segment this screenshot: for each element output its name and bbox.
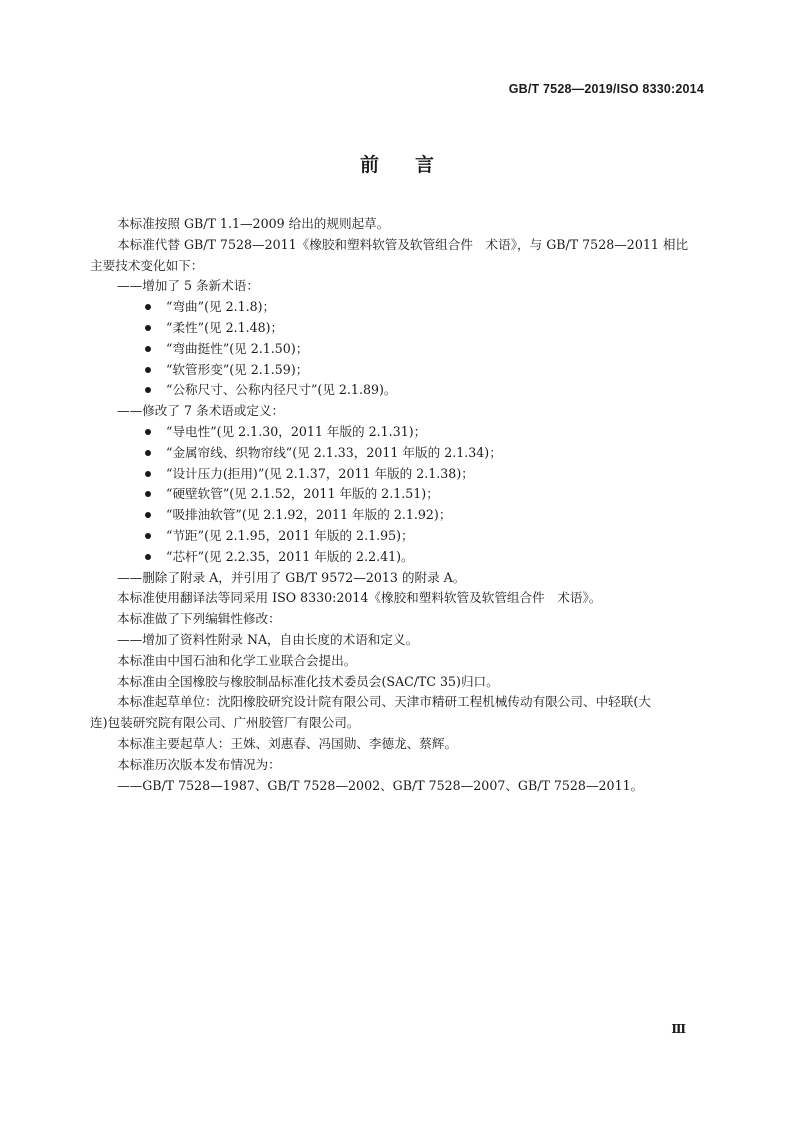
history-item: ——GB/T 7528—1987、GB/T 7528—2002、GB/T 7528—2007、GB/T 7528—2011。 (117, 777, 644, 793)
paragraph-drafting-rule: 本标准按照 GB/T 1.1—2009 给出的规则起草。 (117, 216, 390, 231)
paragraph-drafting-units-line2: 连)包装研究院有限公司、广州胶管厂有限公司。 (90, 715, 360, 731)
deleted-annex-item: ——删除了附录 A，并引用了 GB/T 9572—2013 的附录 A。 (117, 569, 466, 585)
editorial-item: ——增加了资料性附录 NA，自由长度的术语和定义。 (117, 631, 419, 647)
bullet-icon (145, 325, 151, 331)
paragraph-managed-by: 本标准由全国橡胶与橡胶制品标准化技术委员会(SAC/TC 35)归口。 (117, 673, 499, 689)
bullet-icon (145, 471, 151, 477)
list-item: “弯曲挺性”(见 2.1.50)； (90, 339, 706, 360)
paragraph-drafters: 本标准主要起草人：王姝、刘惠春、冯国勋、李德龙、蔡辉。 (117, 735, 458, 751)
paragraph-editorial: 本标准做了下列编辑性修改： (117, 611, 281, 627)
list-item: “弯曲”(见 2.1.8)； (90, 297, 706, 318)
bullet-icon (145, 429, 151, 435)
list-item: “导电性”(见 2.1.30，2011 年版的 2.1.31)； (90, 422, 706, 443)
list-item: “设计压力(拒用)”(见 2.1.37，2011 年版的 2.1.38)； (90, 464, 706, 485)
paragraph-drafting-units-line1: 本标准起草单位：沈阳橡胶研究设计院有限公司、天津市精研工程机械传动有限公司、中轻联(大 (117, 694, 651, 710)
paragraph-replaces-line2: 主要技术变化如下： (90, 257, 204, 273)
paragraph-proposed-by: 本标准由中国石油和化学工业联合会提出。 (117, 652, 357, 668)
bullet-icon (145, 533, 151, 539)
list-item: “公称尺寸、公称内径尺寸”(见 2.1.89)。 (90, 380, 706, 401)
list-item: “软管形变”(见 2.1.59)； (90, 360, 706, 381)
paragraph-replaces-line1: 本标准代替 GB/T 7528—2011《橡胶和塑料软管及软管组合件 术语》，与 GB/T 7528—2011 相比 (117, 236, 689, 252)
added-terms-heading: ——增加了 5 条新术语： (117, 278, 259, 294)
list-item: “芯杆”(见 2.2.35，2011 年版的 2.2.41)。 (90, 547, 706, 568)
list-item: “金属帘线、织物帘线”(见 2.1.33，2011 年版的 2.1.34)； (90, 443, 706, 464)
list-item: “硬壁软管”(见 2.1.52，2011 年版的 2.1.51)； (90, 484, 706, 505)
modified-terms-heading: ——修改了 7 条术语或定义： (117, 403, 285, 419)
bullet-icon (145, 367, 151, 373)
list-item: “柔性”(见 2.1.48)； (90, 318, 706, 339)
list-item: “吸排油软管”(见 2.1.92，2011 年版的 2.1.92)； (90, 505, 706, 526)
page-title: 前言 (359, 154, 470, 176)
bullet-icon (145, 554, 151, 560)
document-code-header: GB/T 7528—2019/ISO 8330:2014 (508, 82, 704, 96)
page-number: Ⅲ (671, 1022, 686, 1036)
document-body (90, 214, 706, 796)
bullet-icon (145, 346, 151, 352)
bullet-icon (145, 450, 151, 456)
paragraph-history: 本标准历次版本发布情况为： (117, 756, 281, 772)
list-item: “节距”(见 2.1.95，2011 年版的 2.1.95)； (90, 526, 706, 547)
paragraph-translation: 本标准使用翻译法等同采用 ISO 8330:2014《橡胶和塑料软管及软管组合件 术语》。 (117, 590, 602, 606)
